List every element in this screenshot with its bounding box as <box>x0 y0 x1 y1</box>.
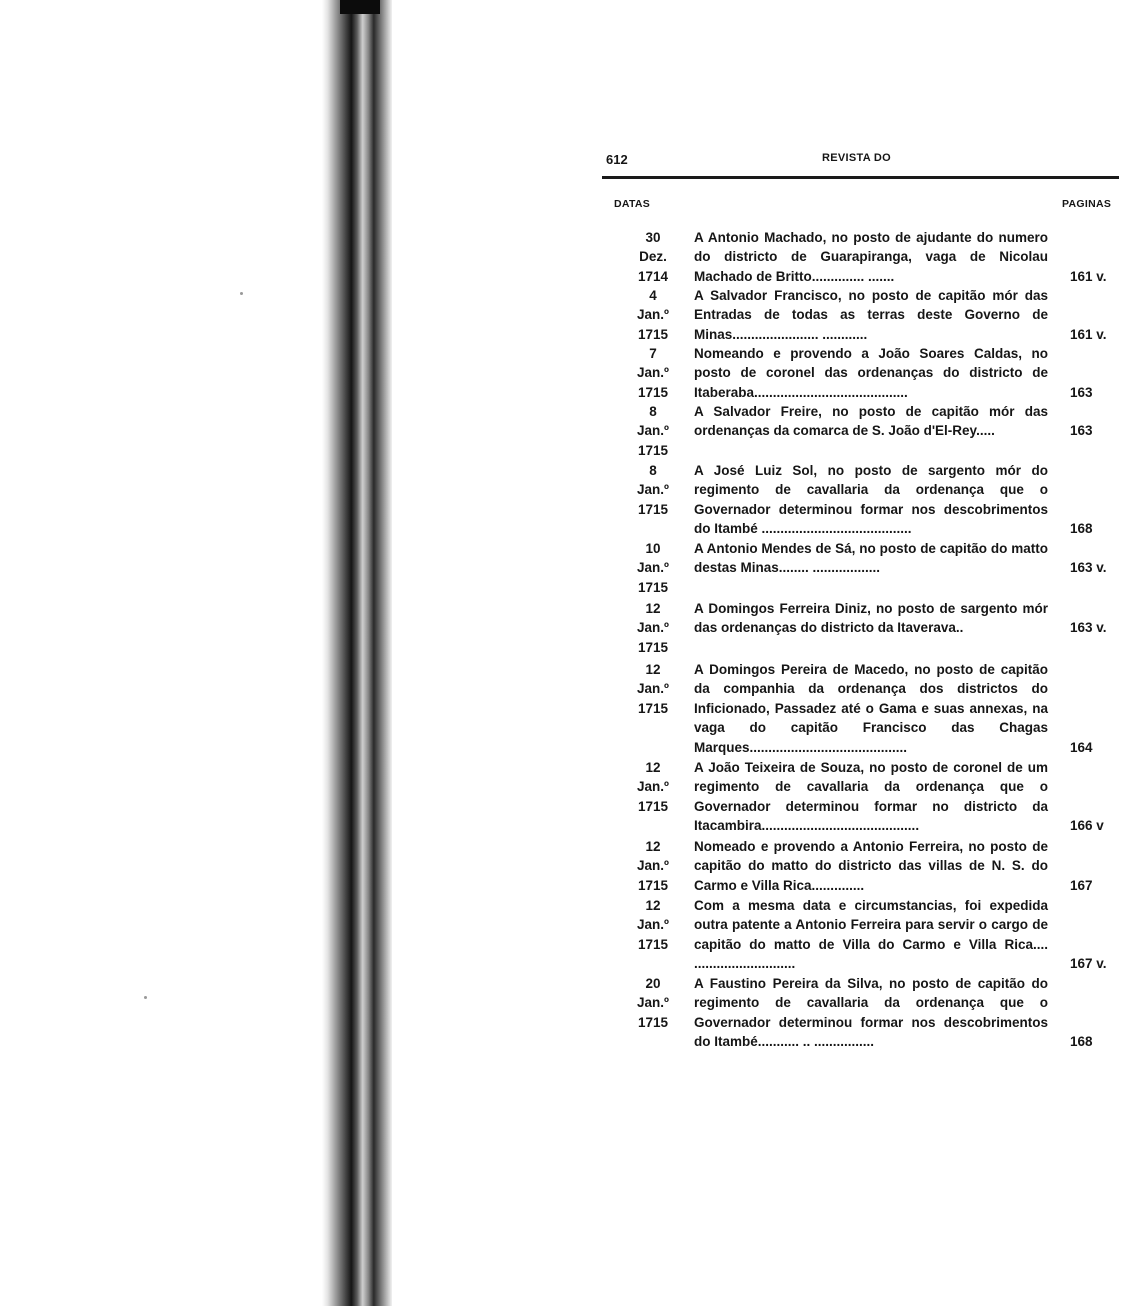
entry-page: 163 v. <box>1070 620 1107 636</box>
column-header-pages: PAGINAS <box>1062 198 1112 210</box>
entry-date: 12 Jan.º 1715 <box>637 760 669 814</box>
scan-speck <box>240 292 243 295</box>
entry-date: 12 Jan.º 1715 <box>637 839 669 893</box>
entry-date: 12 Jan.º 1715 <box>637 898 669 952</box>
column-header-dates: DATAS <box>614 198 651 210</box>
entry-page: 168 <box>1070 1034 1093 1050</box>
entry-page: 164 <box>1070 739 1093 755</box>
entry-page: 163 v. <box>1070 560 1107 576</box>
page-header <box>602 150 1119 168</box>
book-spine-shadow <box>322 0 392 1306</box>
running-head: REVISTA DO <box>822 152 892 164</box>
entry-page: 163 <box>1070 384 1093 400</box>
entry-date: 8 Jan.º 1715 <box>637 463 669 517</box>
entry-page: 167 v. <box>1070 956 1107 972</box>
entry-text: A Antonio Mendes de Sá, no posto de capitão do matto destas Minas........ .................. <box>694 541 1048 576</box>
entry-text: Nomeando e provendo a João Soares Caldas, no posto de coronel das ordenanças do districto de Itaberaba......................................... <box>694 346 1048 400</box>
entry-page: 161 v. <box>1070 268 1107 284</box>
document-page <box>602 150 1119 1050</box>
entry-text: Nomeado e provendo a Antonio Ferreira, no posto de capitão do matto do districto das villas de N. S. do Carmo e Villa Rica.............. <box>694 839 1048 893</box>
entry-date: 8 Jan.º 1715 <box>637 404 669 458</box>
entry-text: A Domingos Pereira de Macedo, no posto de capitão da companhia da ordenança dos districtos do Inficionado, Passadez até o Gama e suas annexas, na vaga do capitão Francisco das Chagas Marques.......................................... <box>694 662 1048 755</box>
entry-date: 7 Jan.º 1715 <box>637 346 669 400</box>
entry-date: 4 Jan.º 1715 <box>637 288 669 342</box>
entry-text: A José Luiz Sol, no posto de sargento mór do regimento de cavallaria da ordenança que o Governador determinou formar nos descobrimentos do Itambé ........................................ <box>694 463 1048 537</box>
entry-date: 12 Jan.º 1715 <box>637 662 669 716</box>
entry-text: A Domingos Ferreira Diniz, no posto de sargento mór das ordenanças do districto da Itaverava.. <box>694 601 1048 636</box>
book-spine-top-edge <box>340 0 380 14</box>
header-rule <box>602 176 1119 179</box>
entry-text: A Salvador Francisco, no posto de capitão mór das Entradas de todas as terras deste Governo de Minas....................... ............ <box>694 288 1048 342</box>
entry-date: 12 Jan.º 1715 <box>637 601 669 655</box>
entry-text: Com a mesma data e circumstancias, foi expedida outra patente a Antonio Ferreira para servir o cargo de capitão do matto de Villa do Carmo e Villa Rica.... ........................... <box>694 898 1048 972</box>
entry-date: 30 Dez. 1714 <box>637 230 669 284</box>
page-number: 612 <box>606 152 628 167</box>
entry-page: 168 <box>1070 521 1093 537</box>
entry-text: A João Teixeira de Souza, no posto de coronel de um regimento de cavallaria da ordenança que o Governador determinou formar no districto da Itacambira.......................................... <box>694 760 1048 834</box>
entry-text: A Salvador Freire, no posto de capitão mór das ordenanças da comarca de S. João d'El-Rey..... <box>694 404 1048 439</box>
entry-page: 163 <box>1070 423 1093 439</box>
entry-text: A Faustino Pereira da Silva, no posto de capitão do regimento de cavallaria da ordenança que o Governador determinou formar nos descobrimentos do Itambé........... .. ................ <box>694 976 1048 1050</box>
entry-text: A Antonio Machado, no posto de ajudante do numero do districto de Guarapiranga, vaga de Nicolau Machado de Britto.............. ....... <box>694 230 1048 284</box>
entry-date: 10 Jan.º 1715 <box>637 541 669 595</box>
entry-page: 167 <box>1070 877 1093 893</box>
entry-date: 20 Jan.º 1715 <box>637 976 669 1030</box>
entry-page: 166 v <box>1070 818 1104 834</box>
entry-page: 161 v. <box>1070 326 1107 342</box>
scan-speck <box>144 996 147 999</box>
